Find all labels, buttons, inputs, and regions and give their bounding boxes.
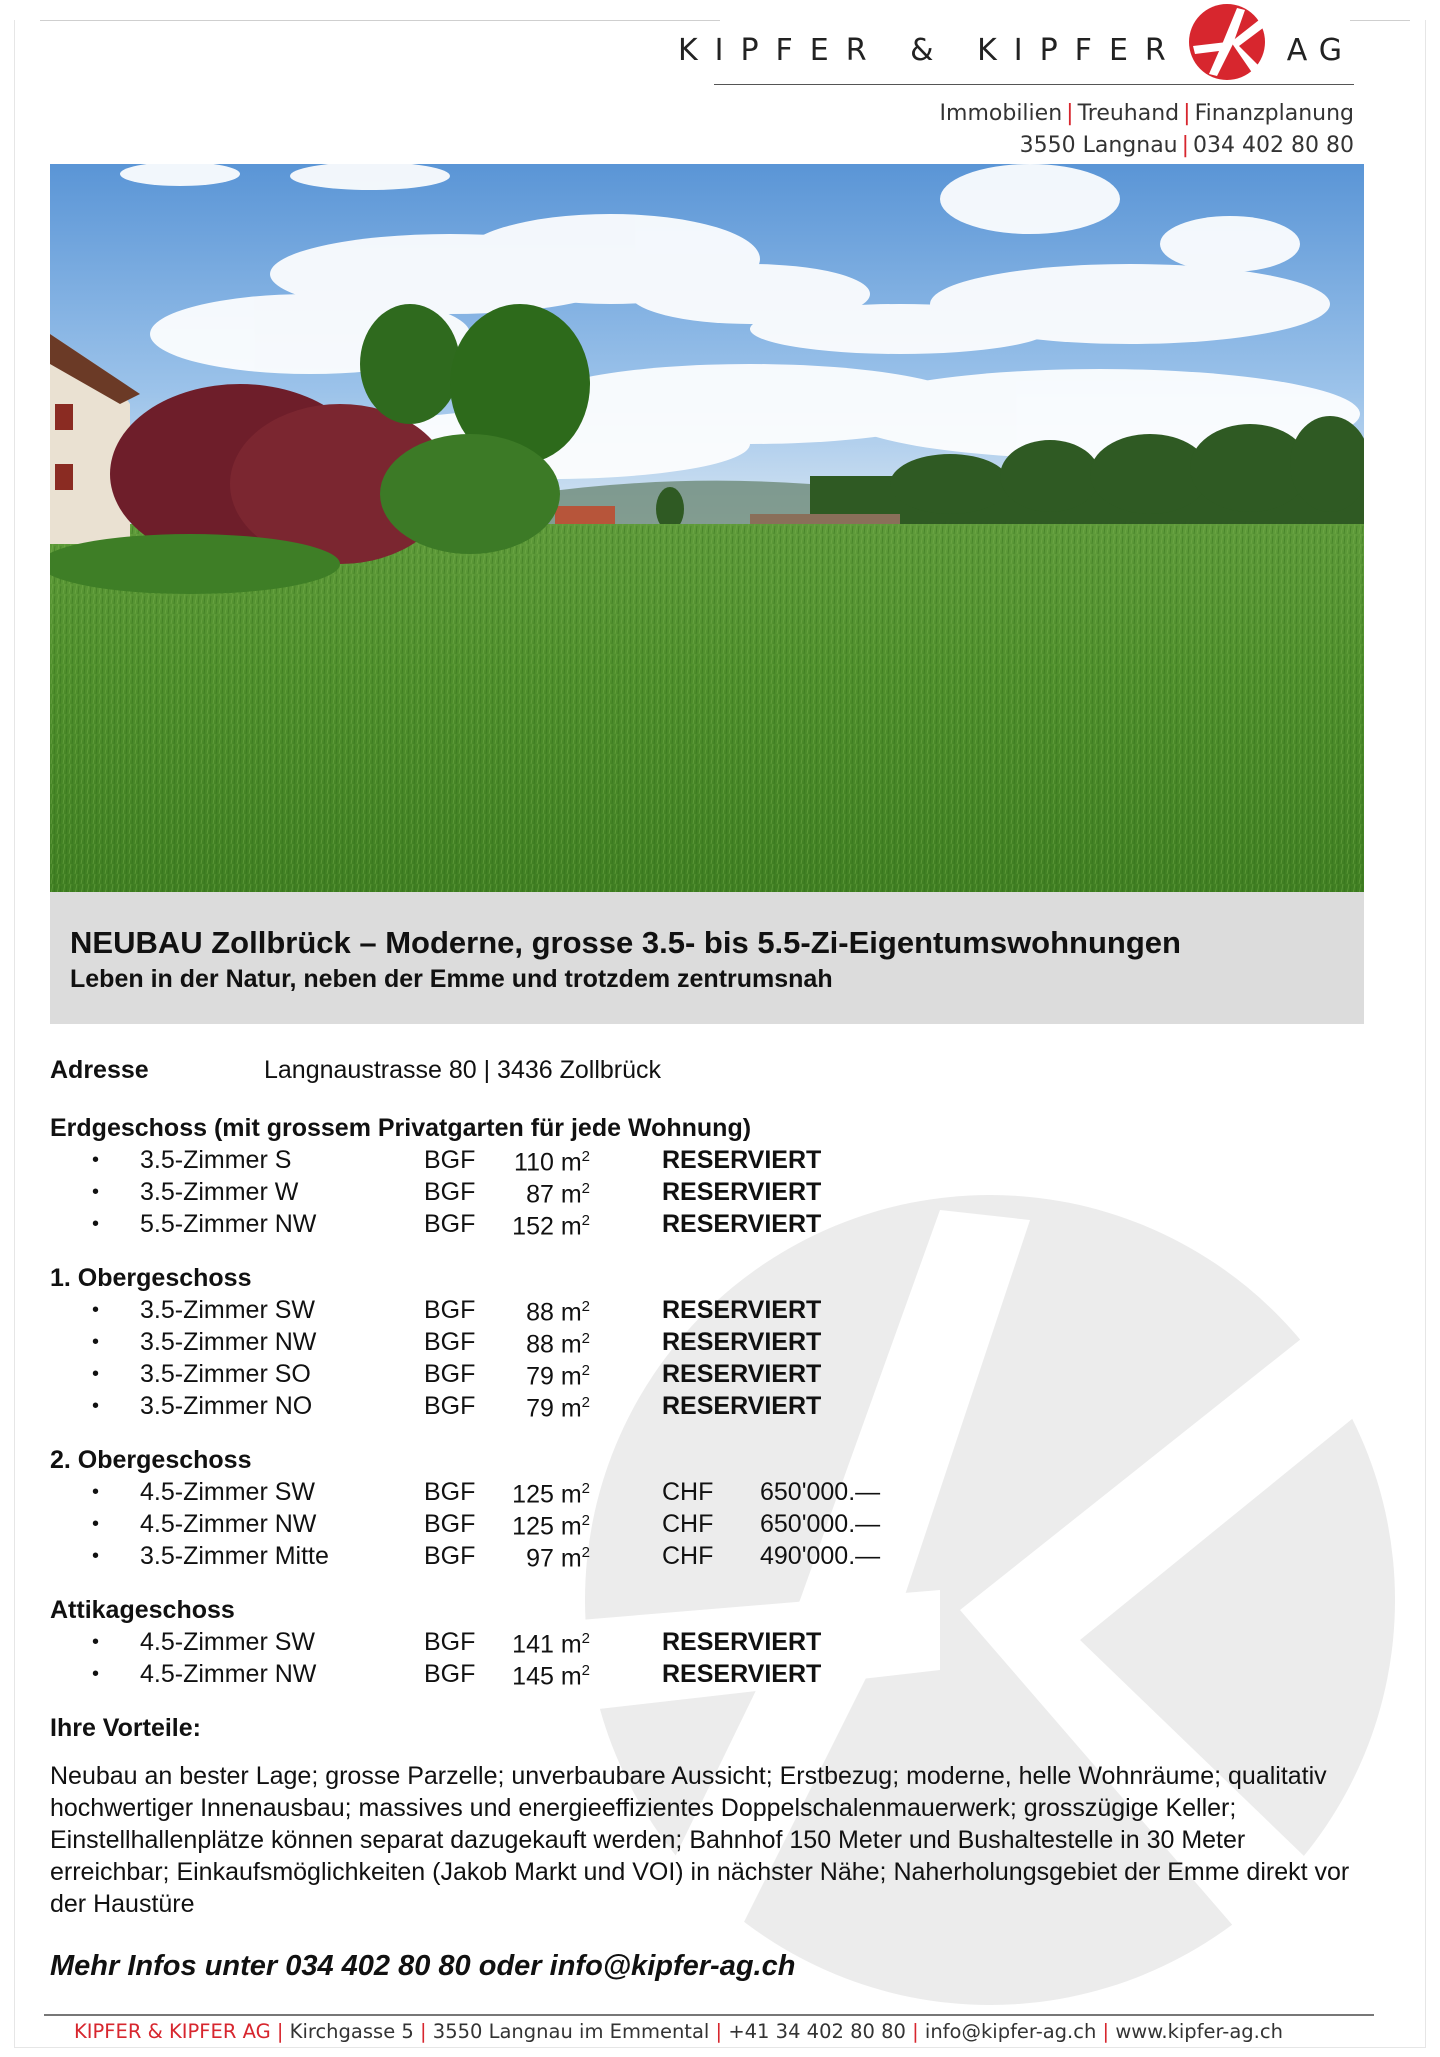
bullet-icon: • <box>92 1149 100 1171</box>
unit-price: 650'000.— <box>760 1478 881 1506</box>
unit-row <box>50 1626 1390 1658</box>
unit-currency: CHF <box>662 1510 714 1538</box>
unit-bgf-label: BGF <box>424 1360 476 1388</box>
hero-photo <box>50 164 1364 892</box>
bullet-icon: • <box>92 1395 100 1417</box>
area-superscript: 2 <box>581 1630 590 1648</box>
unit-area-value: 110 m <box>514 1148 582 1177</box>
bullet-icon: • <box>92 1631 100 1653</box>
unit-name: 3.5-Zimmer NW <box>140 1328 317 1356</box>
unit-row <box>50 1294 1390 1326</box>
separator: | <box>715 2020 723 2043</box>
unit-row <box>50 1476 1390 1508</box>
unit-area-value: 125 m <box>512 1480 582 1509</box>
footer-divider <box>44 2014 1374 2016</box>
unit-bgf-label: BGF <box>424 1510 476 1538</box>
brand-underline <box>714 84 1354 85</box>
unit-area <box>500 1205 590 1242</box>
floor-section <box>50 1444 1390 1572</box>
footer-street: Kirchgasse 5 <box>289 2020 414 2043</box>
unit-bgf-label: BGF <box>424 1328 476 1356</box>
separator: | <box>276 2020 284 2043</box>
unit-area-value: 141 m <box>512 1630 582 1659</box>
area-superscript: 2 <box>581 1662 590 1680</box>
unit-bgf-label: BGF <box>424 1542 476 1570</box>
unit-name: 5.5-Zimmer NW <box>140 1210 317 1238</box>
unit-bgf-label: BGF <box>424 1660 476 1688</box>
unit-row <box>50 1176 1390 1208</box>
brand-suffix: AG <box>1286 32 1354 68</box>
unit-bgf-label: BGF <box>424 1178 476 1206</box>
unit-bgf-label: BGF <box>424 1210 476 1238</box>
unit-price: 650'000.— <box>760 1510 881 1538</box>
unit-name: 3.5-Zimmer S <box>140 1146 292 1174</box>
unit-area-value: 88 m <box>526 1330 582 1359</box>
floor-heading: Attikageschoss <box>50 1596 235 1624</box>
service-trust: Treuhand <box>1077 101 1180 126</box>
bullet-icon: • <box>92 1363 100 1385</box>
unit-status-badge: RESERVIERT <box>662 1178 822 1206</box>
floor-section <box>50 1594 1390 1690</box>
bullet-icon: • <box>92 1663 100 1685</box>
unit-name: 3.5-Zimmer NO <box>140 1392 313 1420</box>
unit-row <box>50 1390 1390 1422</box>
footer-company: KIPFER & KIPFER AG <box>74 2020 271 2043</box>
unit-name: 3.5-Zimmer Mitte <box>140 1542 329 1570</box>
unit-bgf-label: BGF <box>424 1146 476 1174</box>
area-superscript: 2 <box>581 1394 590 1412</box>
unit-name: 4.5-Zimmer NW <box>140 1660 317 1688</box>
area-superscript: 2 <box>581 1148 590 1166</box>
top-divider <box>40 20 720 21</box>
area-superscript: 2 <box>581 1362 590 1380</box>
separator: | <box>1066 101 1074 126</box>
listing-title: NEUBAU Zollbrück – Moderne, grosse 3.5- bis 5.5-Zi-Eigentumswohnungen <box>70 925 1181 960</box>
unit-currency: CHF <box>662 1542 714 1570</box>
listing-subtitle: Leben in der Natur, neben der Emme und trotzdem zentrumsnah <box>70 965 833 993</box>
unit-bgf-label: BGF <box>424 1628 476 1656</box>
unit-row <box>50 1144 1390 1176</box>
area-superscript: 2 <box>581 1330 590 1348</box>
listing-details <box>50 1050 1390 1983</box>
area-superscript: 2 <box>581 1544 590 1562</box>
separator: | <box>1183 101 1191 126</box>
floor-section <box>50 1262 1390 1422</box>
address-row <box>50 1050 1390 1090</box>
unit-row <box>50 1208 1390 1240</box>
bullet-icon: • <box>92 1331 100 1353</box>
footer-phone: +41 34 402 80 80 <box>728 2020 906 2043</box>
unit-name: 3.5-Zimmer SW <box>140 1296 315 1324</box>
benefits-text: Neubau an bester Lage; grosse Parzelle; unverbaubare Aussicht; Erstbezug; moderne, helle Wohnräume; qualitativ hochwertiger Innenausbau; massives und energieeffizientes Doppelschalenmauerwerk; grosszügige Keller; Einstellhallenplätze können separat dazugekauft werden; Bahnhof 150 Meter und Bushaltestelle in 30 Meter erreichbar; Einkaufsmöglichkeiten (Jakob Markt und VOI) in nächster Nähe; Naherholungsgebiet der Emme direkt vor der Haustüre <box>50 1762 1350 1918</box>
separator: | <box>1102 2020 1110 2043</box>
unit-bgf-label: BGF <box>424 1296 476 1324</box>
unit-row <box>50 1540 1390 1572</box>
address-value: Langnaustrasse 80 | 3436 Zollbrück <box>264 1055 662 1084</box>
unit-bgf-label: BGF <box>424 1392 476 1420</box>
top-divider-right <box>1350 20 1410 21</box>
city-phone-line <box>678 130 1354 162</box>
unit-row <box>50 1358 1390 1390</box>
floor-heading: Erdgeschoss (mit grossem Privatgarten für jede Wohnung) <box>50 1114 752 1142</box>
unit-area-value: 145 m <box>512 1662 582 1691</box>
unit-row <box>50 1508 1390 1540</box>
unit-status-badge: RESERVIERT <box>662 1146 822 1174</box>
unit-bgf-label: BGF <box>424 1478 476 1506</box>
unit-status-badge: RESERVIERT <box>662 1628 822 1656</box>
unit-area <box>500 1655 590 1692</box>
unit-status-badge: RESERVIERT <box>662 1210 822 1238</box>
unit-area-value: 87 m <box>526 1180 582 1209</box>
bullet-icon: • <box>92 1181 100 1203</box>
services-line <box>678 98 1354 130</box>
kipfer-logo-icon <box>1187 2 1267 82</box>
unit-area <box>500 1537 590 1574</box>
benefits-heading: Ihre Vorteile: <box>50 1714 201 1742</box>
unit-status-badge: RESERVIERT <box>662 1296 822 1324</box>
unit-area-value: 88 m <box>526 1298 582 1327</box>
bullet-icon: • <box>92 1545 100 1567</box>
meadow-landscape-image <box>50 164 1364 892</box>
area-superscript: 2 <box>581 1180 590 1198</box>
footer <box>74 2020 1283 2043</box>
bullet-icon: • <box>92 1299 100 1321</box>
bullet-icon: • <box>92 1513 100 1535</box>
listing-title-box <box>50 892 1364 1024</box>
service-real-estate: Immobilien <box>939 101 1063 126</box>
unit-name: 3.5-Zimmer SO <box>140 1360 311 1388</box>
unit-name: 3.5-Zimmer W <box>140 1178 299 1206</box>
unit-name: 4.5-Zimmer SW <box>140 1478 315 1506</box>
area-superscript: 2 <box>581 1480 590 1498</box>
unit-status-badge: RESERVIERT <box>662 1660 822 1688</box>
unit-currency: CHF <box>662 1478 714 1506</box>
footer-website-link[interactable]: www.kipfer-ag.ch <box>1115 2020 1283 2043</box>
floor-list <box>50 1112 1390 1690</box>
contact-callout: Mehr Infos unter 034 402 80 80 oder info@kipfer-ag.ch <box>50 1950 796 1982</box>
unit-row <box>50 1326 1390 1358</box>
area-superscript: 2 <box>581 1298 590 1316</box>
brand-header <box>678 22 1354 162</box>
unit-price: 490'000.— <box>760 1542 881 1570</box>
header-phone: 034 402 80 80 <box>1193 133 1354 158</box>
unit-status-badge: RESERVIERT <box>662 1328 822 1356</box>
address-label: Adresse <box>50 1055 149 1084</box>
unit-area-value: 152 m <box>512 1212 582 1241</box>
bullet-icon: • <box>92 1213 100 1235</box>
unit-name: 4.5-Zimmer SW <box>140 1628 315 1656</box>
separator: | <box>912 2020 919 2043</box>
separator: | <box>1181 133 1190 158</box>
footer-email-link[interactable]: info@kipfer-ag.ch <box>924 2020 1097 2043</box>
brand-name: KIPFER & KIPFER <box>677 32 1183 68</box>
unit-area-value: 79 m <box>526 1394 582 1423</box>
unit-row <box>50 1658 1390 1690</box>
unit-area <box>500 1387 590 1424</box>
unit-status-badge: RESERVIERT <box>662 1392 822 1420</box>
bullet-icon: • <box>92 1481 100 1503</box>
unit-area-value: 79 m <box>526 1362 582 1391</box>
floor-heading: 2. Obergeschoss <box>50 1446 252 1474</box>
area-superscript: 2 <box>581 1512 590 1530</box>
floor-heading: 1. Obergeschoss <box>50 1264 252 1292</box>
header-city: 3550 Langnau <box>1019 133 1178 158</box>
unit-area-value: 125 m <box>512 1512 582 1541</box>
footer-city: 3550 Langnau im Emmental <box>432 2020 710 2043</box>
floor-section <box>50 1112 1390 1240</box>
unit-status-badge: RESERVIERT <box>662 1360 822 1388</box>
service-financial-planning: Finanzplanung <box>1194 101 1354 126</box>
separator: | <box>420 2020 427 2043</box>
unit-area-value: 97 m <box>526 1544 582 1573</box>
area-superscript: 2 <box>581 1212 590 1230</box>
unit-name: 4.5-Zimmer NW <box>140 1510 317 1538</box>
